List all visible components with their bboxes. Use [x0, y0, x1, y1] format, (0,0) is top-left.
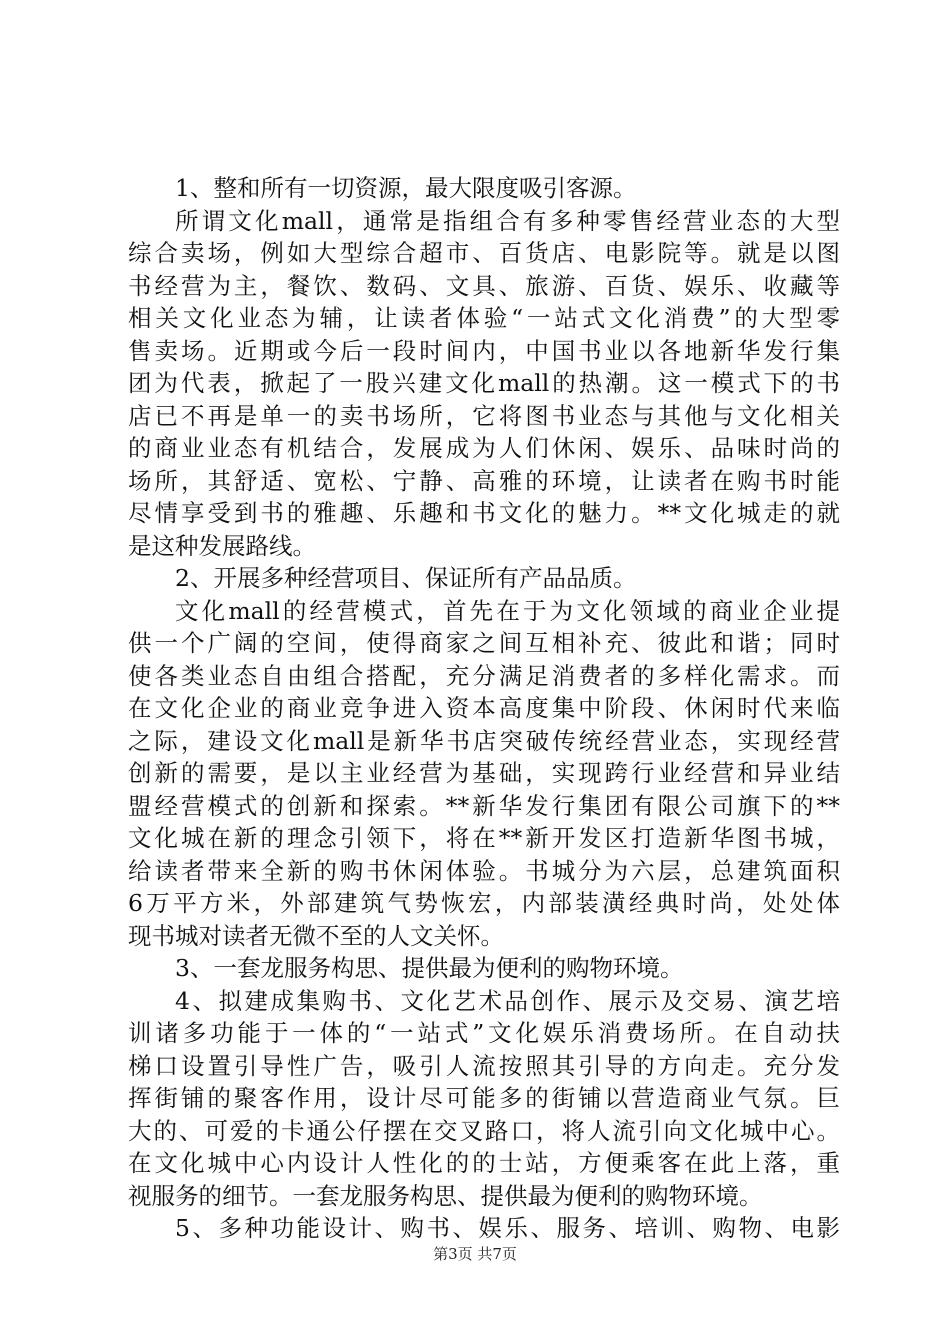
text-line: 文化mall的经营模式，首先在于为文化领域的商业企业提 — [175, 596, 840, 625]
text-line: 现书城对读者无微不至的人文关怀。 — [128, 921, 504, 950]
text-line: 场所，其舒适、宽松、宁静、高雅的环境，让读者在购书时能 — [128, 466, 840, 495]
text-line: 给读者带来全新的购书休闲体验。书城分为六层，总建筑面积 — [128, 856, 840, 885]
text-line: 在文化城中心内设计人性化的的士站，方便乘客在此上落，重 — [128, 1149, 840, 1177]
text-line: 在文化企业的商业竞争进入资本高度集中阶段、休闲时代来临 — [128, 694, 840, 722]
text-line: 所谓文化mall，通常是指组合有多种零售经营业态的大型 — [175, 206, 840, 235]
text-line: 训诸多功能于一体的“一站式”文化娱乐消费场所。在自动扶 — [128, 1019, 840, 1047]
text-line: 综合卖场，例如大型综合超市、百货店、电影院等。就是以图 — [128, 239, 840, 267]
text-line: 4、拟建成集购书、文化艺术品创作、展示及交易、演艺培 — [175, 986, 840, 1015]
text-line: 3、一套龙服务构思、提供最为便利的购物环境。 — [175, 954, 684, 982]
text-line: 供一个广阔的空间，使得商家之间互相补充、彼此和谐；同时 — [128, 629, 840, 657]
text-line: 尽情享受到书的雅趣、乐趣和书文化的魅力。**文化城走的就 — [128, 499, 840, 527]
text-line: 书经营为主，餐饮、数码、文具、旅游、百货、娱乐、收藏等 — [128, 271, 840, 300]
text-line: 之际，建设文化mall是新华书店突破传统经营业态，实现经营 — [128, 726, 840, 755]
text-line: 的商业业态有机结合，发展成为人们休闲、娱乐、品味时尚的 — [128, 434, 840, 462]
text-line: 2、开展多种经营项目、保证所有产品品质。 — [175, 564, 637, 592]
text-line: 盟经营模式的创新和探索。**新华发行集团有限公司旗下的** — [128, 791, 840, 820]
text-line: 视服务的细节。一套龙服务构思、提供最为便利的购物环境。 — [128, 1181, 763, 1210]
text-line: 创新的需要，是以主业经营为基础，实现跨行业经营和异业结 — [128, 759, 840, 787]
text-line: 6万平方米，外部建筑气势恢宏，内部装潢经典时尚，处处体 — [128, 889, 840, 917]
text-line: 相关文化业态为辅，让读者体验“一站式文化消费”的大型零 — [128, 304, 840, 332]
text-line: 梯口设置引导性广告，吸引人流按照其引导的方向走。充分发 — [128, 1051, 840, 1080]
text-line: 售卖场。近期或今后一段时间内，中国书业以各地新华发行集 — [128, 336, 840, 365]
text-line: 大的、可爱的卡通公仔摆在交叉路口，将人流引向文化城中心。 — [128, 1116, 840, 1145]
text-line: 使各类业态自由组合搭配，充分满足消费者的多样化需求。而 — [128, 661, 840, 690]
document-body — [128, 172, 840, 1245]
text-line: 挥街铺的聚客作用，设计尽可能多的街铺以营造商业气氛。巨 — [128, 1084, 840, 1112]
text-line: 店已不再是单一的卖书场所，它将图书业态与其他与文化相关 — [128, 401, 840, 430]
text-line: 5、多种功能设计、购书、娱乐、服务、培训、购物、电影 — [175, 1214, 840, 1242]
page-footer: 第3页 共7页 — [433, 1245, 517, 1263]
text-line: 文化城在新的理念引领下，将在**新开发区打造新华图书城， — [128, 824, 840, 852]
text-line: 1、整和所有一切资源，最大限度吸引客源。 — [175, 174, 637, 202]
text-line: 是这种发展路线。 — [128, 531, 316, 560]
text-line: 团为代表，掀起了一股兴建文化mall的热潮。这一模式下的书 — [128, 369, 840, 397]
